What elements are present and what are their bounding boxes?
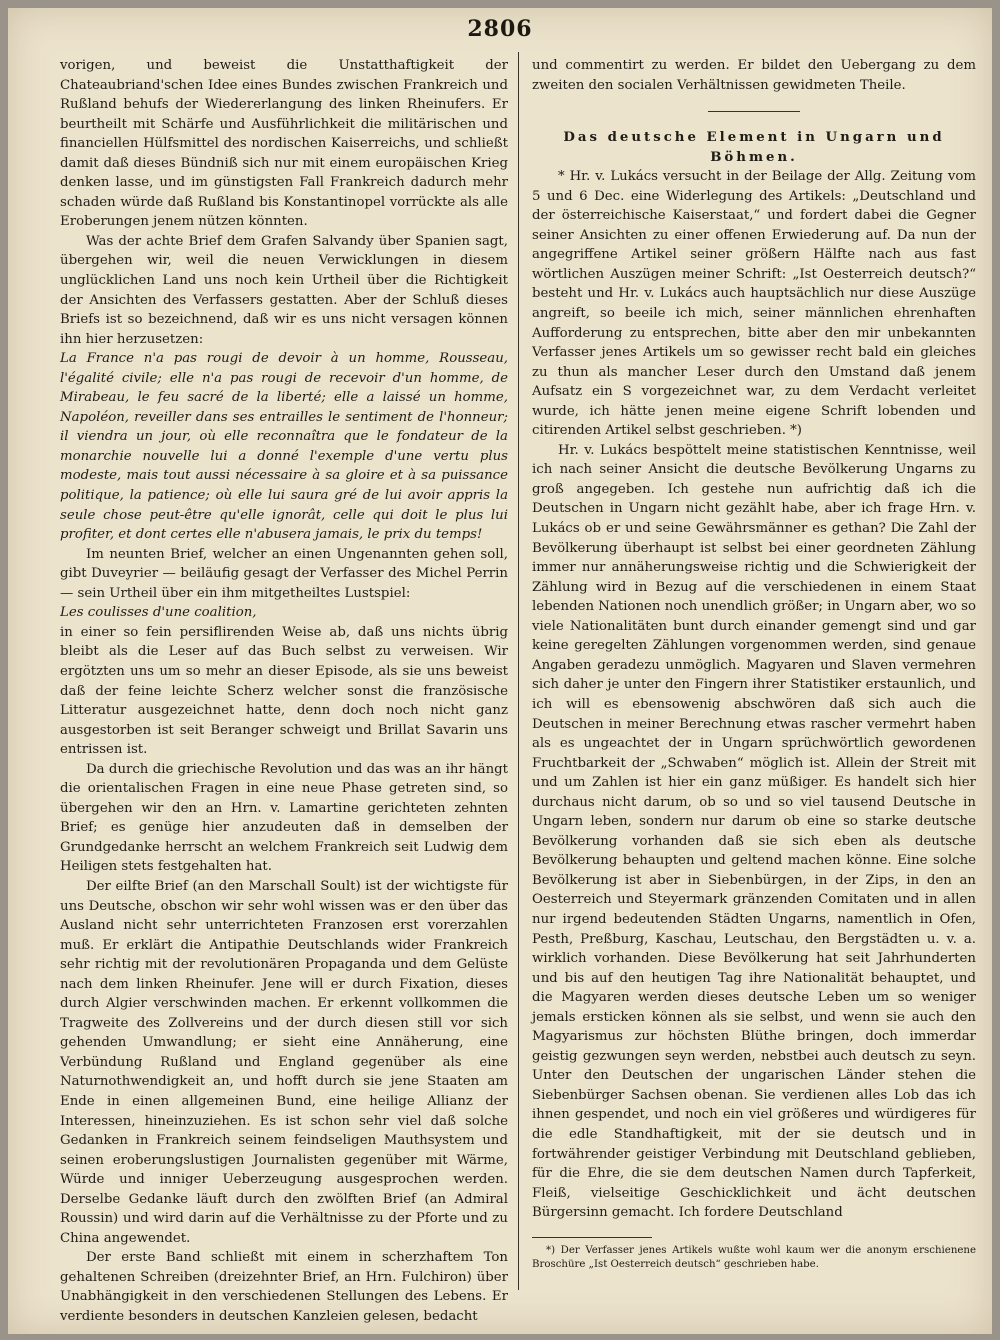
paragraph: Da durch die griechische Revolution und das was an ihr hängt die orientalischen Fragen in eine neue Phase getreten sind, so übergehen wir den an Hrn. v. Lamartine gerichteten zehnten Brief; es genüge hier anzudeuten daß in demselben der Grundgedanke herrscht an welchem Frankreich seit Ludwig dem Heiligen stets festgehalten hat. bbox=[60, 761, 508, 875]
paragraph: in einer so fein persiflirenden Weise ab, daß uns nichts übrig bleibt als die Leser auf das Buch selbst zu verweisen. Wir ergötzten uns um so mehr an dieser Episode, als sie uns beweist daß der feine leichte Scherz welcher sonst die französische Litteratur ausgezeichnet hatte, denn doch noch nicht ganz ausgestorben ist seit Beranger schweigt und Brillat Savarin uns entrissen ist. bbox=[60, 624, 508, 758]
left-column bbox=[60, 56, 508, 1327]
paragraph: * Hr. v. Lukács versucht in der Beilage der Allg. Zeitung vom 5 und 6 Dec. eine Widerlegung des Artikels: „Deutschland und der österreichische Kaiserstaat,“ und fordert dabei die Gegner seiner Ansichten zu einer offenen Erwiederung auf. Da nun der angegriffene Artikel seiner größern Hälfte nach aus fast wörtlichen Auszügen meiner Schrift: „Ist Oesterreich deutsch?“ besteht und Hr. v. Lukács auch hauptsächlich nur diese Auszüge angreift, so beeile ich mich, seiner männlichen ehrenhaften Aufforderung zu entsprechen, bitte aber den mir unbekannten Verfasser jenes Artikels um so gewisser recht bald ein gleiches zu thun als mancher Leser durch den Umstand daß jenem Aufsatz ein S vorgezeichnet war, zu dem Verdacht verleitet wurde, ich hätte jenen meine eigene Schrift lobenden und citirenden Artikel selbst geschrieben. *) bbox=[532, 169, 976, 439]
article-heading: Das deutsche Element in Ungarn und Böhmen. bbox=[563, 130, 945, 165]
paragraph: und commentirt zu werden. Er bildet den Uebergang zu dem zweiten den socialen Verhältnissen gewidmeten Theile. bbox=[532, 58, 976, 93]
paragraph: Was der achte Brief dem Grafen Salvandy über Spanien sagt, übergehen wir, weil die neuen Verwicklungen in diesem unglücklichen Land uns noch kein Urtheil über die Richtigkeit der Ansichten des Verfassers gestatten. Aber der Schluß dieses Briefs ist so bezeichnend, daß wir es uns nicht versagen können ihn hier herzusetzen: bbox=[60, 233, 508, 347]
paragraph: Hr. v. Lukács bespöttelt meine statistischen Kenntnisse, weil ich nach seiner Ansicht die deutsche Bevölkerung Ungarns zu groß angegeben. Ich gestehe nun aufrichtig daß ich die Deutschen in Ungarn nicht gezählt habe, aber ich frage Hrn. v. Lukács ob er und seine Gewährsmänner es gethan? Die Zahl der Bevölkerung überhaupt ist selbst bei einer geordneten Zählung immer nur annäherungsweise richtig und die Schwierigkeit der Zählung wird in Bezug auf die verschiedenen in einem Staat lebenden Nationen noch unendlich größer; in Ungarn aber, wo so viele Nationalitäten bunt durch einander gemengt sind und gar keine geregelten Zählungen vorgenommen werden, sind genaue Angaben geradezu unmöglich. Magyaren und Slaven vermehren sich daher je unter den Fingern ihrer Statistiker erstaunlich, und ich will es ebensowenig abschwören daß sich auch die Deutschen in meiner Berechnung etwas rascher vermehrt haben als es ungeachtet der in Ungarn sprüchwörtlich gewordenen Fruchtbarkeit der „Schwaben“ möglich ist. Allein der Streit mit und um Zahlen ist hier ein ganz müßiger. Es handelt sich hier durchaus nicht darum, ob so und so viel tausend Deutsche in Ungarn leben, sondern nur darum ob eine so starke deutsche Bevölkerung vorhanden daß sie sich eben als deutsche Bevölkerung behaupten und geltend machen könne. Eine solche Bevölkerung ist aber in Siebenbürgen, in der Zips, in den an Oesterreich und Steyermark gränzenden Comitaten und in allen nur irgend bedeutenden Städten Ungarns, namentlich in Ofen, Pesth, Preßburg, Kaschau, Leutschau, den Bergstädten u. v. a. wirklich vorhanden. Diese Bevölkerung hat seit Jahrhunderten und bis auf den heutigen Tag ihre Nationalität behauptet, und die Magyaren werden dieses deutsche Leben um so weniger jemals ersticken können als sie selbst, und wenn sie auch den Magyarismus zur höchsten Blüthe bringen, doch immerdar geistig gezwungen seyn werden, nebstbei auch deutsch zu seyn. Unter den Deutschen der ungarischen Länder stehen die Siebenbürger Sachsen obenan. Sie verdienen alles Lob das ich ihnen gespendet, und noch ein viel größeres und würdigeres für die edle Standhaftigkeit, mit der sie deutsch und in fortwährender geistiger Verbindung mit Deutschland geblieben, für die Ehre, die sie dem deutschen Namen durch Tapferkeit, Fleiß, vielseitige Geschicklichkeit und ächt deutschen Bürgersinn gemacht. Ich fordere Deutschland bbox=[532, 442, 976, 1221]
page-number: 2806 bbox=[467, 16, 533, 42]
footnote-rule bbox=[532, 1237, 652, 1238]
column-divider bbox=[518, 52, 519, 1290]
footnote bbox=[532, 1244, 976, 1272]
section-separator bbox=[708, 111, 800, 112]
newspaper-page bbox=[8, 8, 992, 1334]
footnote-text: *) Der Verfasser jenes Artikels wußte wohl kaum wer die anonym erschienene Broschüre „Ist Oesterreich deutsch“ geschrieben habe. bbox=[532, 1244, 976, 1270]
french-quote: La France n'a pas rougi de devoir à un homme, Rousseau, l'égalité civile; elle n'a pas rougi de recevoir d'un homme, de Mirabeau, le feu sacré de la liberté; elle a laissé un homme, Napoléon, reveiller dans ses entrailles le sentiment de l'honneur; il viendra un jour, où elle reconnaîtra que le fondateur de la monarchie nouvelle lui a donné l'exemple d'une vertu plus modeste, mais tout aussi nécessaire à sa gloire et à sa puissance politique, la patience; où elle lui saura gré de lui avoir appris la seule chose peut-être qu'elle ignorât, celle qui doit le plus lui profiter, et dont certes elle n'abusera jamais, le prix du temps! bbox=[60, 351, 508, 543]
paragraph: vorigen, und beweist die Unstatthaftigkeit der Chateaubriand'schen Idee eines Bundes zwischen Frankreich und Rußland behufs der Wiedererlangung des linken Rheinufers. Er beurtheilt mit Schärfe und Ausführlichkeit die militärischen und financiellen Hülfsmittel des nordischen Kaiserreichs, und schließt damit daß dieses Bündniß sich nur mit einem europäischen Krieg denken lasse, und im günstigsten Fall Frankreich dadurch mehr schaden würde daß Rußland bis Konstantinopel vorrückte als alle Eroberungen jenem nützen könnten. bbox=[60, 58, 508, 230]
paragraph: Der erste Band schließt mit einem in scherzhaftem Ton gehaltenen Schreiben (dreizehnter Brief, an Hrn. Fulchiron) über Unabhängigkeit in den verschiedenen Stellungen des Lebens. Er verdiente besonders in deutschen Kanzleien gelesen, bedacht bbox=[60, 1250, 508, 1324]
french-title: Les coulisses d'une coalition, bbox=[60, 605, 257, 621]
paragraph: Der eilfte Brief (an den Marschall Soult) ist der wichtigste für uns Deutsche, obschon wir sehr wohl wissen was er den über das Ausland nicht sehr unterrichteten Franzosen erst vorerzahlen muß. Er erklärt die Antipathie Deutschlands wider Frankreich sehr richtig mit der revolutionären Propaganda und dem Gelüste nach dem linken Rheinufer. Jene will er durch Fixation, dieses durch Algier verschwinden machen. Er erkennt vollkommen die Tragweite des Zollvereins und der durch diesen still vor sich gehenden Umwandlung; er sieht eine Annäherung, eine Verbündung Rußland und England gegenüber als eine Naturnothwendigkeit an, und hofft durch sie jene Staaten am Ende in einen allgemeinen Bund, eine heilige Allianz der Interessen, hineinzuziehen. Es ist schon sehr viel daß solche Gedanken in Frankreich seinem feindseligen Mauthsystem und seinen eroberungslustigen Journalisten gegenüber mit Wärme, Würde und inniger Ueberzeugung ausgesprochen werden. Derselbe Gedanke läuft durch den zwölften Brief (an Admiral Roussin) und wird darin auf die Verhältnisse zu der Pforte und zu China angewendet. bbox=[60, 878, 508, 1246]
right-column bbox=[532, 56, 976, 1272]
paragraph: Im neunten Brief, welcher an einen Ungenannten gehen soll, gibt Duveyrier — beiläufig gesagt der Verfasser des Michel Perrin — sein Urtheil über ein ihm mitgetheiltes Lustspiel: bbox=[60, 546, 508, 601]
